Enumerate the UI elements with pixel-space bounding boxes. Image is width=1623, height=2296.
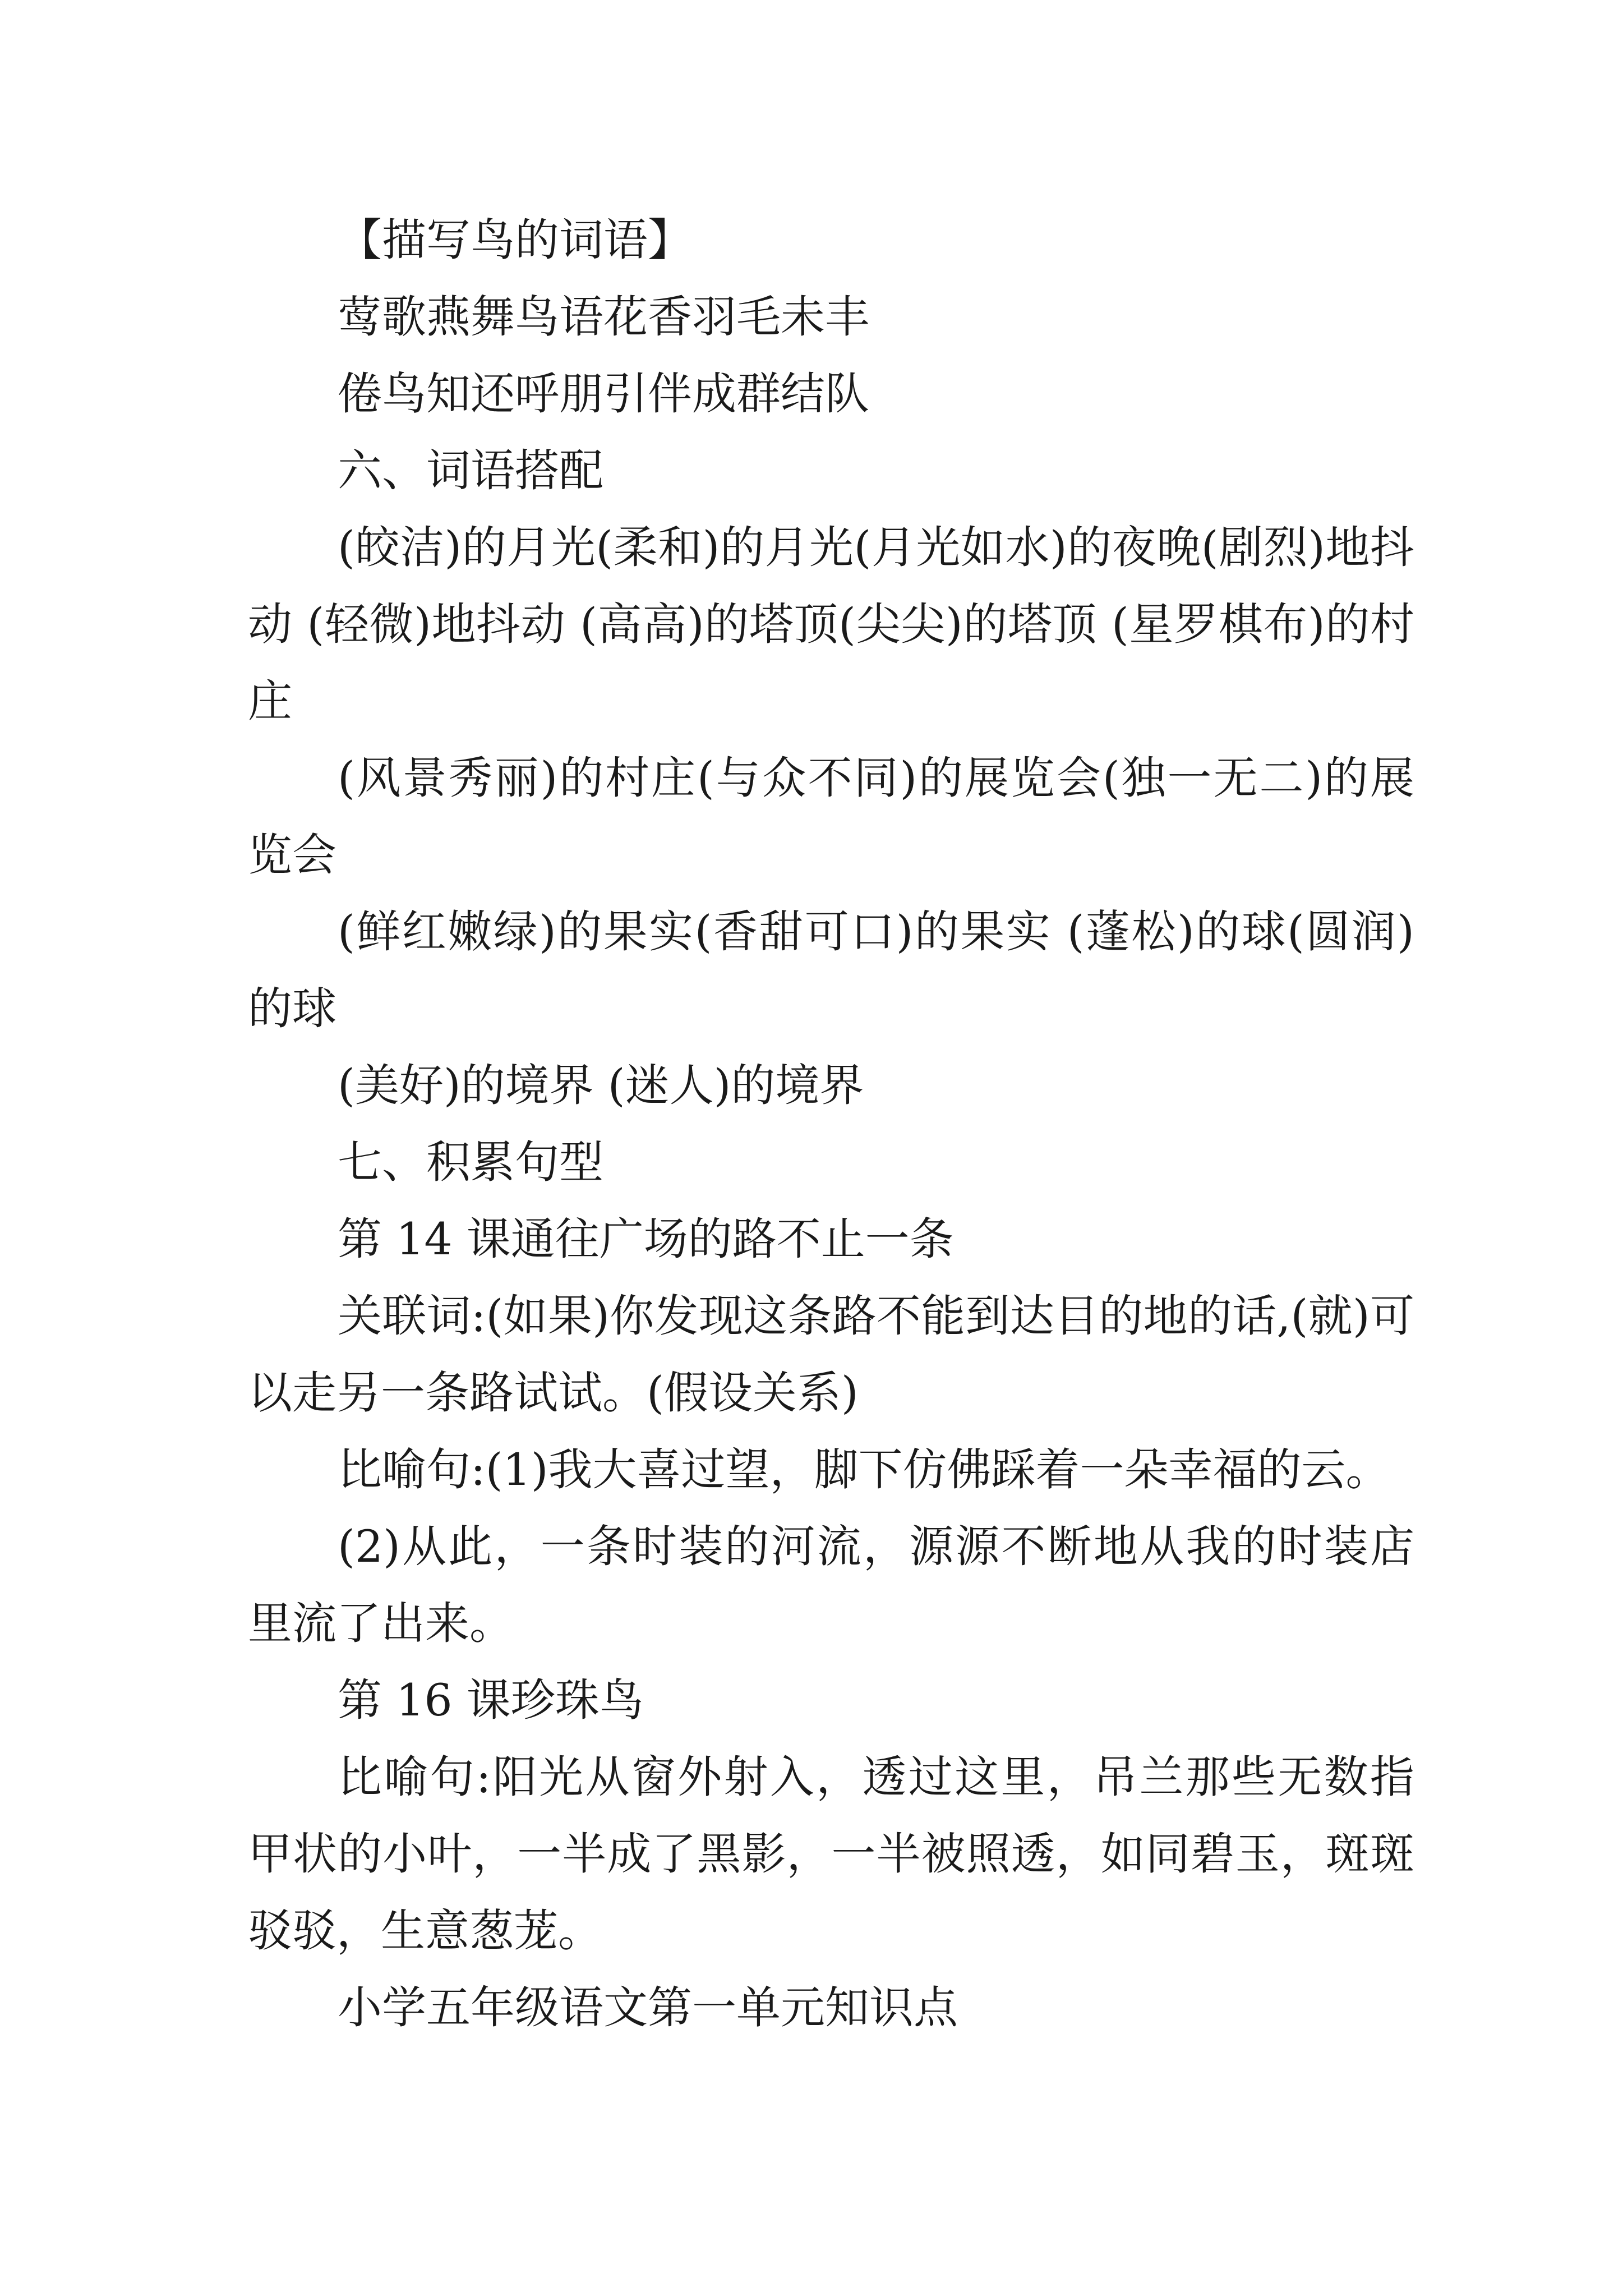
paragraph: 倦鸟知还呼朋引伴成群结队: [338, 368, 869, 420]
paragraph: (风景秀丽)的村庄(与众不同)的展览会(独一无二)的展览会: [248, 752, 1414, 881]
paragraph: 关联词:(如果)你发现这条路不能到达目的地的话,(就)可以走另一条路试试。(假设关系): [248, 1290, 1414, 1419]
paragraph: 小学五年级语文第一单元知识点: [338, 1982, 958, 2033]
section-heading-bird-words: 【描写鸟的词语】: [338, 214, 692, 266]
section-heading-sentence-patterns: 七、积累句型: [338, 1137, 603, 1188]
paragraph: 比喻句:阳光从窗外射入，透过这里，吊兰那些无数指甲状的小叶，一半成了黑影，一半被照透，如同碧玉，斑斑驳驳，生意葱茏。: [248, 1751, 1414, 1957]
document-body: [248, 202, 1414, 2046]
section-heading-word-collocation: 六、词语搭配: [338, 445, 603, 496]
paragraph: (鲜红嫩绿)的果实(香甜可口)的果实 (蓬松)的球(圆润)的球: [248, 906, 1414, 1034]
paragraph: (皎洁)的月光(柔和)的月光(月光如水)的夜晚(剧烈)地抖动 (轻微)地抖动 (高高)的塔顶(尖尖)的塔顶 (星罗棋布)的村庄: [248, 522, 1414, 727]
paragraph: 比喻句:(1)我大喜过望，脚下仿佛踩着一朵幸福的云。: [338, 1444, 1390, 1496]
lesson-title: 第 14 课通往广场的路不止一条: [338, 1213, 954, 1265]
paragraph: (美好)的境界 (迷人)的境界: [338, 1060, 864, 1111]
lesson-title: 第 16 课珍珠鸟: [338, 1674, 644, 1726]
paragraph: (2)从此，一条时装的河流，源源不断地从我的时装店里流了出来。: [248, 1521, 1414, 1649]
paragraph: 莺歌燕舞鸟语花香羽毛未丰: [338, 291, 869, 343]
